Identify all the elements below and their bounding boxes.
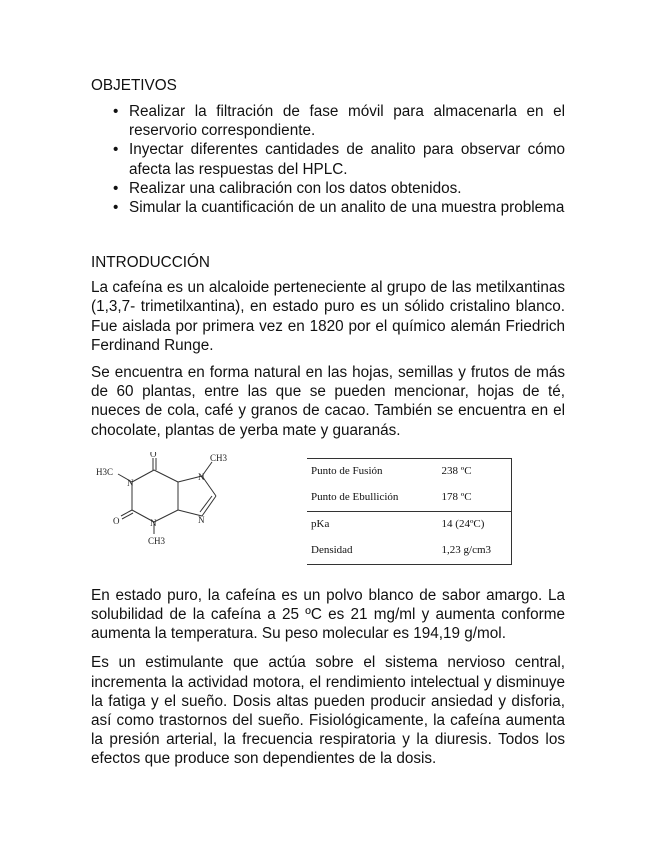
bullet-icon: • (113, 199, 119, 217)
introduction-heading: INTRODUCCIÓN (91, 254, 210, 272)
nitrogen-label: N (198, 471, 205, 482)
objectives-list (91, 102, 565, 217)
intro-paragraph-3: En estado puro, la cafeína es un polvo blanco de sabor amargo. La solubilidad de la cafeína a 25 ºC es 21 mg/ml y aumenta conforme aumenta la temperatura. Su peso molecular es 194,19 g/mol. (91, 586, 565, 643)
property-cell: Punto de Fusión (307, 458, 424, 485)
bullet-icon: • (113, 179, 119, 197)
objective-text: Simular la cuantificación de un analito de una muestra problema (129, 199, 565, 217)
nitrogen-label: N (150, 517, 157, 528)
intro-paragraph-1: La cafeína es un alcaloide perteneciente al grupo de las metilxantinas (1,3,7- trimetilxantina), en estado puro es un sólido cristalino blanco. Fue aislada por primera vez en 1820 por el químico alemán Friedrich Ferdinand Runge. (91, 279, 565, 354)
oxygen-label: O (113, 515, 120, 526)
oxygen-label: O (150, 451, 157, 459)
intro-paragraph-4: Es un estimulante que actúa sobre el sistema nervioso central, incrementa la actividad motora, el rendimiento intelectual y disminuye la fatiga y el sueño. Dosis altas pueden producir ansiedad y disforia, así como trastornos del sueño. Fisiológicamente, la cafeína aumenta la presión arterial, la frecuencia respiratoria y la diuresis. Todos los efectos que produce son dependientes de la dosis. (91, 654, 565, 768)
objective-text: Realizar la filtración de fase móvil para almacenarla en el reservorio correspondiente. (129, 103, 565, 140)
figure-row (91, 450, 565, 592)
list-item (91, 198, 565, 217)
list-item (91, 102, 565, 140)
list-item (91, 140, 565, 178)
methyl-label: CH3 (210, 452, 228, 463)
intro-paragraph-2: Se encuentra en forma natural en las hojas, semillas y frutos de más de 60 plantas, entre las que se pueden mencionar, hojas de té, nueces de cola, café y granos de cacao. También se encuentra en el chocolate, plantas de yerba mate y guaranás. (91, 364, 565, 439)
list-item (91, 179, 565, 198)
table-row (307, 458, 512, 485)
objective-text: Inyectar diferentes cantidades de analito para observar cómo afecta las respuestas del HPLC. (129, 141, 565, 178)
caffeine-structure (94, 452, 244, 552)
document-page (91, 76, 565, 769)
nitrogen-label: N (198, 514, 205, 525)
property-cell: Densidad (307, 538, 424, 565)
nitrogen-label: N (127, 477, 134, 488)
table-row (307, 538, 512, 565)
property-cell: pKa (307, 511, 424, 538)
value-cell: 238 ºC (424, 458, 512, 485)
methyl-label: CH3 (148, 535, 166, 546)
property-cell: Punto de Ebullición (311, 491, 399, 504)
methyl-label: H3C (96, 466, 114, 477)
value-cell: 1,23 g/cm3 (424, 538, 512, 565)
table-row (307, 485, 512, 512)
bullet-icon: • (113, 141, 119, 159)
bullet-icon: • (113, 103, 119, 120)
objectives-heading: OBJETIVOS (91, 77, 177, 94)
value-cell: 178 ºC (424, 485, 512, 512)
table-row (307, 511, 512, 538)
value-cell: 14 (24ºC) (424, 511, 512, 538)
properties-table (307, 458, 512, 565)
objective-text: Realizar una calibración con los datos obtenidos. (129, 179, 462, 197)
